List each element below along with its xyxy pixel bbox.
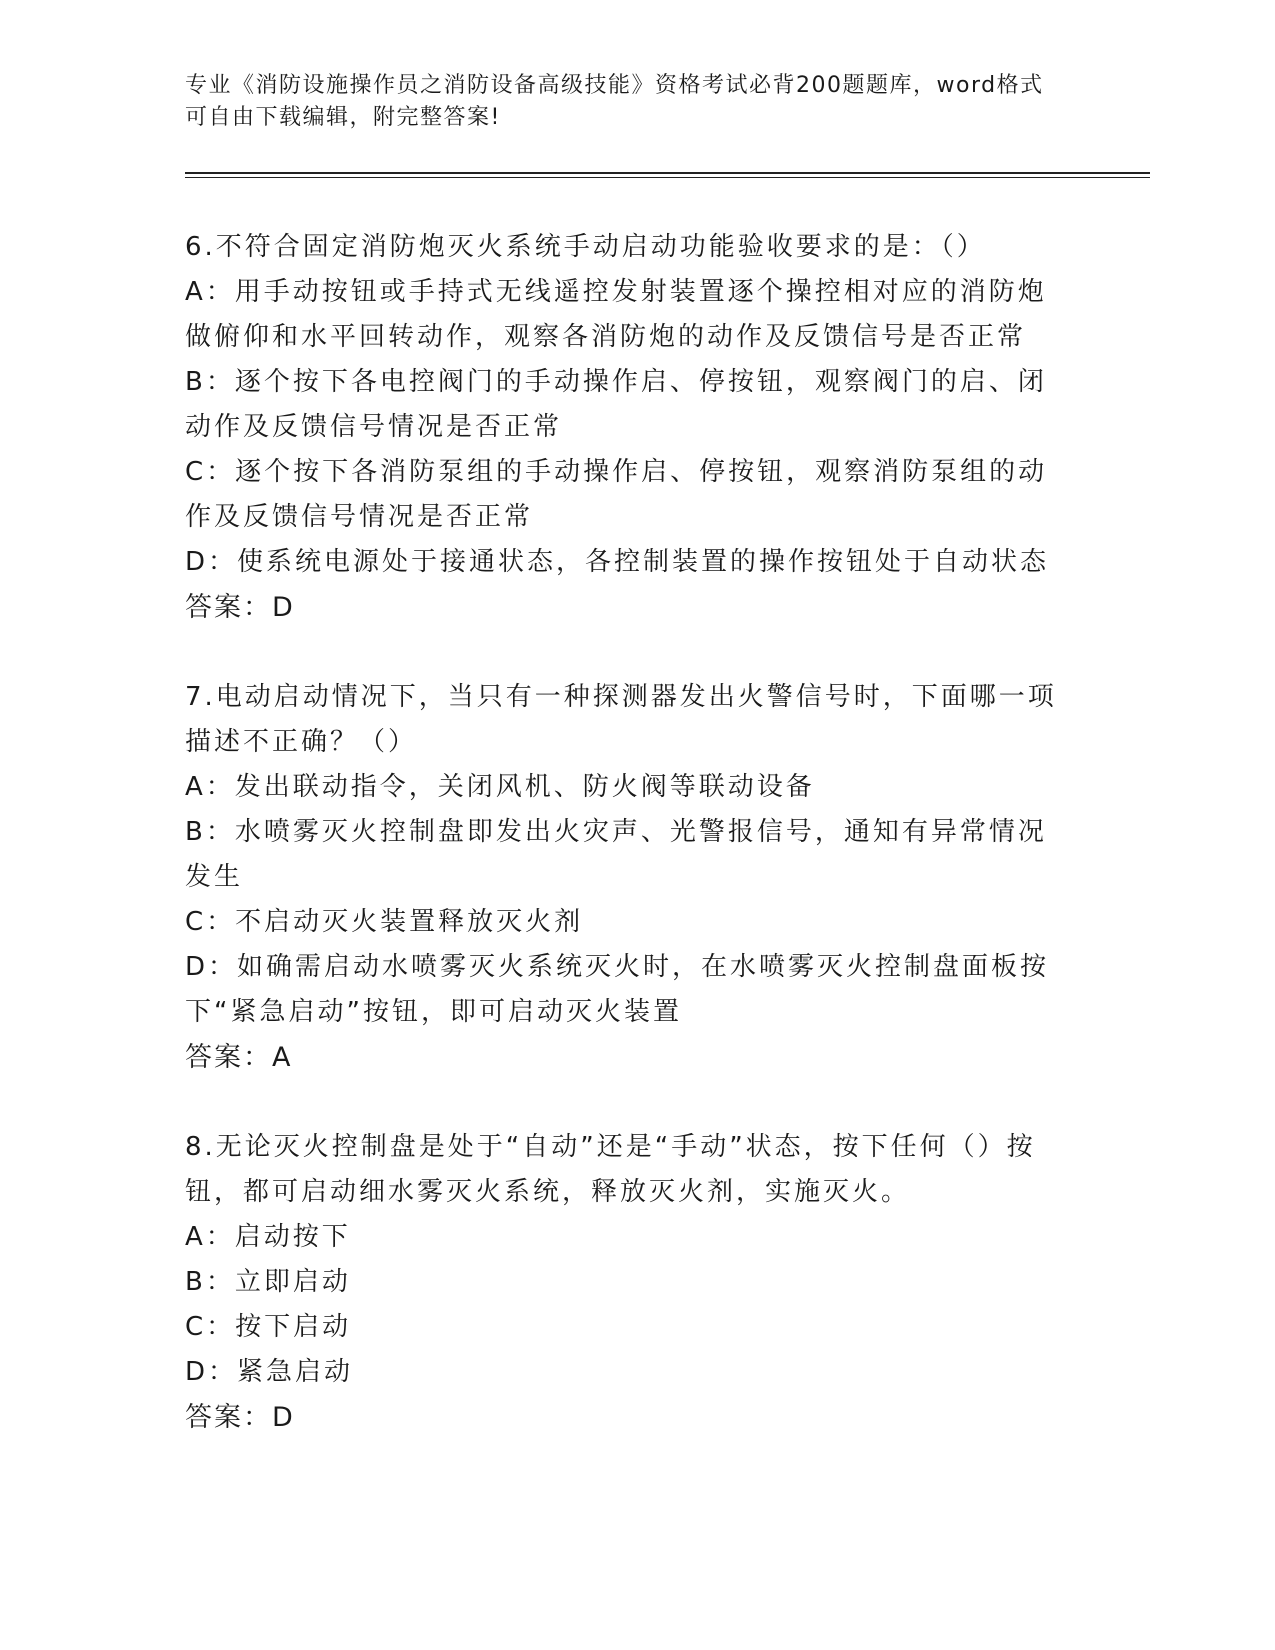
option-a: A：用手动按钮或手持式无线遥控发射装置逐个操控相对应的消防炮做俯仰和水平回转动作，观察各消防炮的动作及反馈信号是否正常 [185,277,1047,352]
option-b: B：立即启动 [185,1267,351,1297]
option-d: D：紧急启动 [185,1357,354,1387]
answer: 答案：D [185,592,295,623]
option-b: B：逐个按下各电控阀门的手动操作启、停按钮，观察阀门的启、闭动作及反馈信号情况是否正常 [185,367,1047,442]
question-6 [185,225,1065,630]
question-stem: 8.无论灭火控制盘是处于“自动”还是“手动”状态，按下任何（）按钮，都可启动细水雾灭火系统，释放灭火剂，实施灭火。 [185,1132,1036,1207]
question-7 [185,675,1065,1080]
document-page [185,70,1150,1485]
answer: 答案：A [185,1042,293,1073]
question-list [185,225,1065,1440]
document-header: 专业《消防设施操作员之消防设备高级技能》资格考试必背200题题库，word格式可自由下载编辑，附完整答案! [185,73,1044,130]
question-stem: 6.不符合固定消防炮灭火系统手动启动功能验收要求的是：（） [185,232,986,262]
option-d: D：使系统电源处于接通状态，各控制装置的操作按钮处于自动状态 [185,547,1050,577]
option-c: C：不启动灭火装置释放灭火剂 [185,907,584,937]
question-8 [185,1125,1065,1440]
option-d: D：如确需启动水喷雾灭火系统灭火时，在水喷雾灭火控制盘面板按下“紧急启动”按钮，即可启动灭火装置 [185,952,1050,1027]
option-a: A：启动按下 [185,1222,351,1252]
option-c: C：逐个按下各消防泵组的手动操作启、停按钮，观察消防泵组的动作及反馈信号情况是否正常 [185,457,1048,532]
option-b: B：水喷雾灭火控制盘即发出火灾声、光警报信号，通知有异常情况发生 [185,817,1047,892]
question-stem: 7.电动启动情况下，当只有一种探测器发出火警信号时，下面哪一项描述不正确？（） [185,682,1057,757]
option-a: A：发出联动指令，关闭风机、防火阀等联动设备 [185,772,815,802]
option-c: C：按下启动 [185,1312,352,1342]
answer: 答案：D [185,1402,295,1433]
header-divider [185,172,1150,178]
